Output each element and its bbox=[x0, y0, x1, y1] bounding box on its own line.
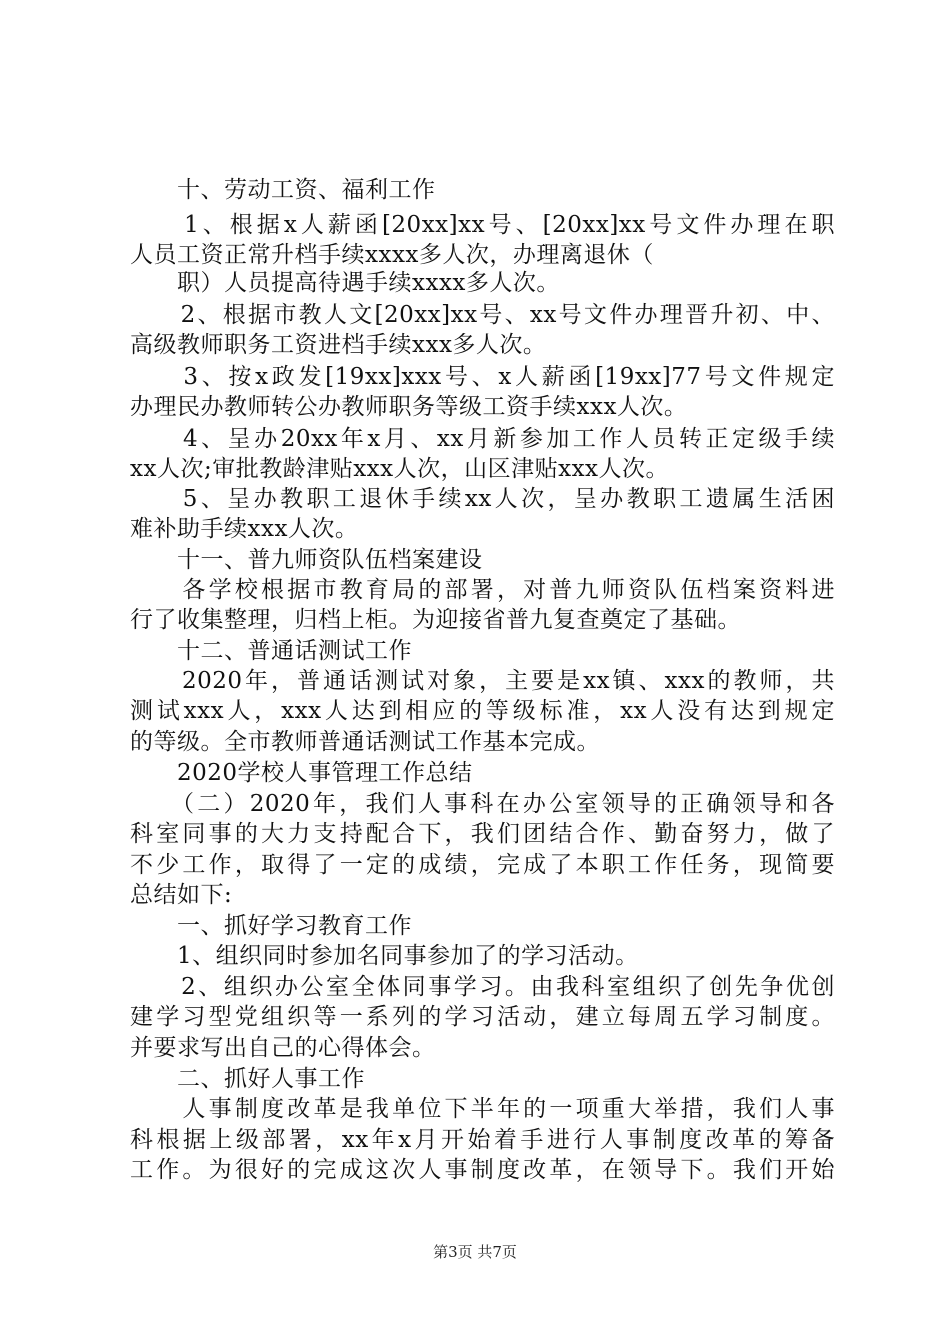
text-line: 3、按x政发[19xx]xxx号、x人薪函[19xx]77号文件规定 bbox=[130, 364, 835, 390]
text-line: 各学校根据市教育局的部署，对普九师资队伍档案资料进 bbox=[130, 577, 835, 603]
text-line: 2、根据市教人文[20xx]xx号、xx号文件办理晋升初、中、 bbox=[130, 302, 835, 328]
text-line: 测试xxx人，xxx人达到相应的等级标准，xx人没有达到规定 bbox=[130, 698, 835, 724]
text-line: 人事制度改革是我单位下半年的一项重大举措，我们人事 bbox=[130, 1096, 835, 1122]
document-subtitle: 2020学校人事管理工作总结 bbox=[130, 760, 473, 786]
text-line: 高级教师职务工资进档手续xxx多人次。 bbox=[130, 332, 547, 358]
heading-section-10: 十、劳动工资、福利工作 bbox=[130, 177, 436, 203]
text-line: 不少工作，取得了一定的成绩，完成了本职工作任务，现简要 bbox=[130, 852, 835, 878]
text-line: 工作。为很好的完成这次人事制度改革，在领导下。我们开始 bbox=[130, 1157, 835, 1183]
text-line: 的等级。全市教师普通话测试工作基本完成。 bbox=[130, 729, 600, 755]
text-line: 人员工资正常升档手续xxxx多人次，办理离退休（ bbox=[130, 242, 654, 268]
text-line: 职）人员提高待遇手续xxxx多人次。 bbox=[130, 270, 560, 296]
text-line: 科室同事的大力支持配合下，我们团结合作、勤奋努力，做了 bbox=[130, 821, 835, 847]
heading-section-11: 十一、普九师资队伍档案建设 bbox=[130, 547, 483, 573]
text-line: 并要求写出自己的心得体会。 bbox=[130, 1035, 436, 1061]
heading-section-2: 二、抓好人事工作 bbox=[130, 1066, 365, 1092]
text-line: 4、呈办20xx年x月、xx月新参加工作人员转正定级手续 bbox=[130, 426, 835, 452]
text-line: 1、组织同时参加名同事参加了的学习活动。 bbox=[130, 943, 639, 969]
text-line: xx人次;审批教龄津贴xxx人次，山区津贴xxx人次。 bbox=[130, 456, 670, 482]
text-line: 科根据上级部署，xx年x月开始着手进行人事制度改革的筹备 bbox=[130, 1127, 835, 1153]
text-line: 难补助手续xxx人次。 bbox=[130, 516, 359, 542]
text-line: 行了收集整理，归档上柜。为迎接省普九复查奠定了基础。 bbox=[130, 607, 741, 633]
text-line: 建学习型党组织等一系列的学习活动，建立每周五学习制度。 bbox=[130, 1004, 835, 1030]
heading-section-12: 十二、普通话测试工作 bbox=[130, 638, 412, 664]
text-line: 2020年，普通话测试对象，主要是xx镇、xxx的教师，共 bbox=[130, 668, 835, 694]
text-line: 办理民办教师转公办教师职务等级工资手续xxx人次。 bbox=[130, 394, 688, 420]
text-line: 2、组织办公室全体同事学习。由我科室组织了创先争优创 bbox=[130, 974, 835, 1000]
text-line: 5、呈办教职工退休手续xx人次，呈办教职工遗属生活困 bbox=[130, 486, 835, 512]
heading-section-1: 一、抓好学习教育工作 bbox=[130, 913, 412, 939]
text-line: 1、根据x人薪函[20xx]xx号、[20xx]xx号文件办理在职 bbox=[130, 212, 835, 238]
text-line: （二）2020年，我们人事科在办公室领导的正确领导和各 bbox=[130, 791, 835, 817]
text-line: 总结如下: bbox=[130, 882, 233, 908]
page-number-footer: 第3页 共7页 bbox=[433, 1243, 517, 1261]
